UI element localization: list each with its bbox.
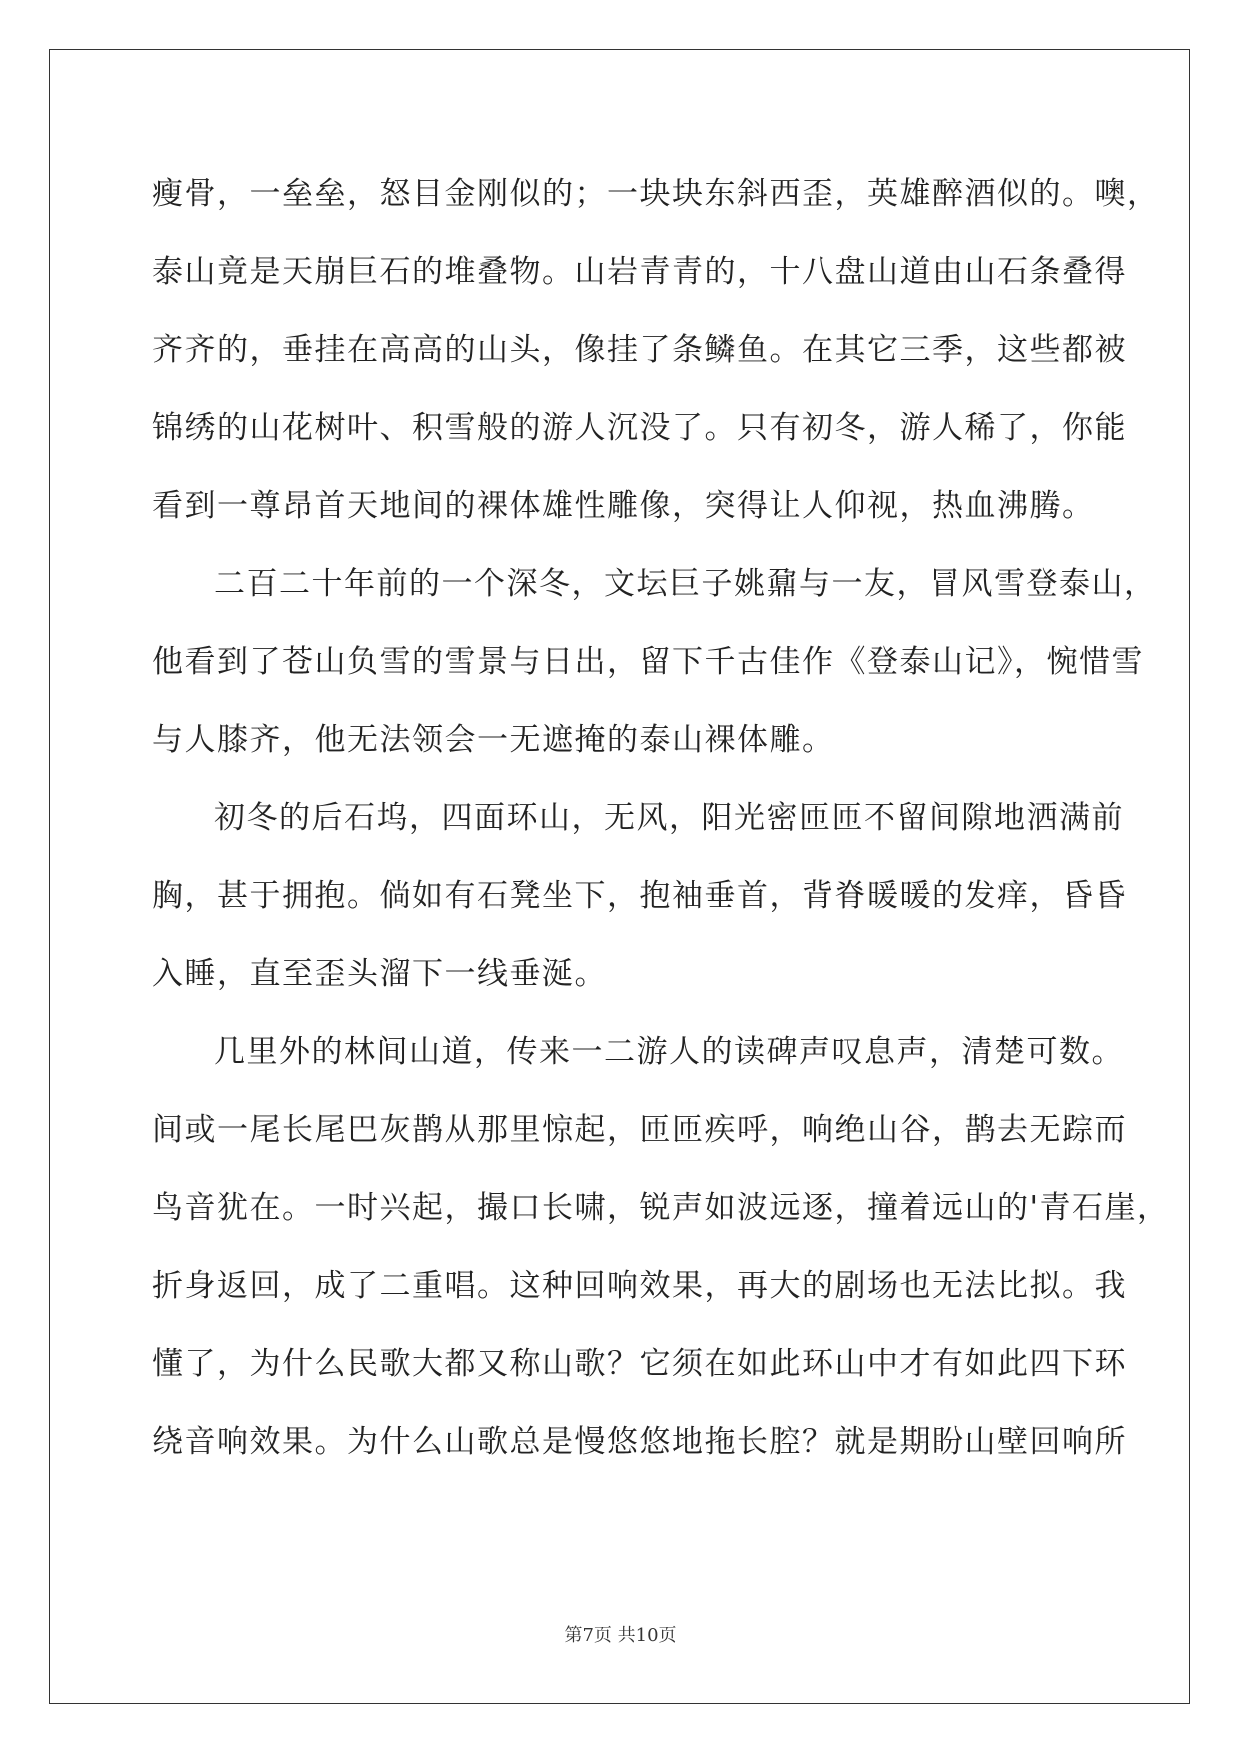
text-line: 与人膝齐，他无法领会一无遮掩的泰山裸体雕。 <box>152 722 835 758</box>
page-number-footer: 第7页 共10页 <box>564 1625 677 1646</box>
text-line: 入睡，直至歪头溜下一线垂涎。 <box>152 956 607 992</box>
text-line: 绕音响效果。为什么山歌总是慢悠悠地拖长腔？就是期盼山壁回响所 <box>152 1424 1127 1460</box>
document-body <box>152 155 1170 1481</box>
paragraph-start-line: 二百二十年前的一个深冬，文坛巨子姚鼐与一友，冒风雪登泰山， <box>214 566 1157 602</box>
text-line: 看到一尊昂首天地间的裸体雄性雕像，突得让人仰视，热血沸腾。 <box>152 488 1095 524</box>
text-line: 间或一尾长尾巴灰鹊从那里惊起，匝匝疾呼，响绝山谷，鹊去无踪而 <box>152 1112 1127 1148</box>
text-line: 锦绣的山花树叶、积雪般的游人沉没了。只有初冬，游人稀了，你能 <box>152 410 1127 446</box>
paragraph-start-line: 初冬的后石坞，四面环山，无风，阳光密匝匝不留间隙地洒满前 <box>214 800 1124 836</box>
text-line: 胸，甚于拥抱。倘如有石凳坐下，抱袖垂首，背脊暖暖的发痒，昏昏 <box>152 878 1127 914</box>
text-line: 泰山竟是天崩巨石的堆叠物。山岩青青的，十八盘山道由山石条叠得 <box>152 254 1127 290</box>
text-line: 鸟音犹在。一时兴起，撮口长啸，锐声如波远逐，撞着远山的'青石崖， <box>152 1190 1170 1226</box>
text-line: 齐齐的，垂挂在高高的山头，像挂了条鳞鱼。在其它三季，这些都被 <box>152 332 1127 368</box>
text-line: 他看到了苍山负雪的雪景与日出，留下千古佳作《登泰山记》，惋惜雪 <box>152 644 1144 680</box>
text-line: 折身返回，成了二重唱。这种回响效果，再大的剧场也无法比拟。我 <box>152 1268 1127 1304</box>
text-line: 懂了，为什么民歌大都又称山歌？它须在如此环山中才有如此四下环 <box>152 1346 1127 1382</box>
text-line: 瘦骨，一垒垒，怒目金刚似的；一块块东斜西歪，英雄醉酒似的。噢， <box>152 176 1160 212</box>
paragraph-start-line: 几里外的林间山道，传来一二游人的读碑声叹息声，清楚可数。 <box>214 1034 1124 1070</box>
